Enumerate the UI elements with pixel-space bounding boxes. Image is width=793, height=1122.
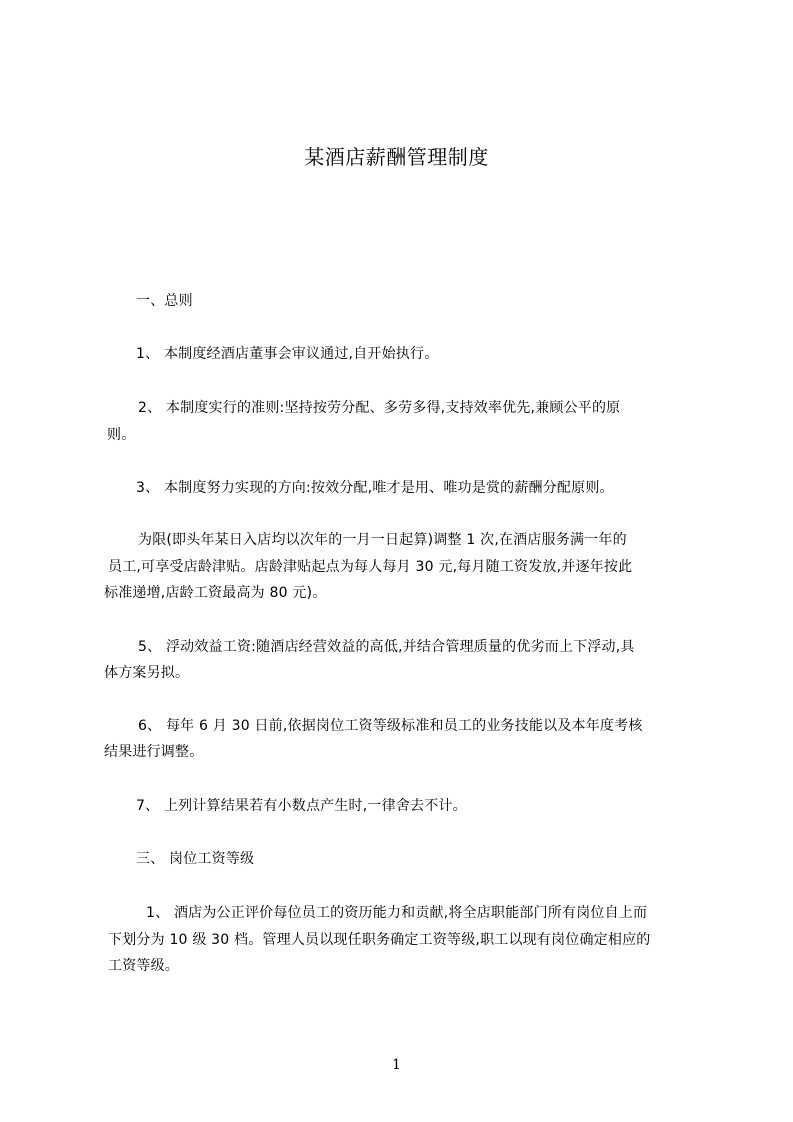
paragraph-1: 1、 本制度经酒店董事会审议通过,自开始执行。 bbox=[136, 346, 439, 362]
paragraph-7: 7、 上列计算结果若有小数点产生时,一律舍去不计。 bbox=[136, 798, 467, 814]
paragraph-3: 3、 本制度努力实现的方向:按效分配,唯才是用、唯功是赏的薪酬分配原则。 bbox=[136, 480, 614, 496]
section-heading-salary-grades: 三、 岗位工资等级 bbox=[136, 851, 255, 867]
paragraph-5-line-1: 5、 浮动效益工资:随酒店经营效益的高低,并结合管理质量的优劣而上下浮动,具 bbox=[138, 639, 635, 655]
paragraph-2-line-2: 则。 bbox=[107, 427, 136, 443]
section-heading-general: 一、总则 bbox=[136, 293, 193, 309]
paragraph-8-line-3: 工资等级。 bbox=[108, 958, 179, 974]
document-title: 某酒店薪酬管理制度 bbox=[304, 145, 489, 169]
paragraph-6-line-1: 6、 每年 6 月 30 日前,依据岗位工资等级标准和员工的业务技能以及本年度考核 bbox=[138, 718, 643, 734]
paragraph-4-line-3: 标准递增,店龄工资最高为 80 元)。 bbox=[104, 585, 327, 601]
paragraph-6-line-2: 结果进行调整。 bbox=[104, 744, 204, 760]
paragraph-8-line-2: 下划分为 10 级 30 档。管理人员以现任职务确定工资等级,职工以现有岗位确定相应的 bbox=[108, 932, 651, 948]
paragraph-4-line-1: 为限(即头年某日入店均以次年的一月一日起算)调整 1 次,在酒店服务满一年的 bbox=[138, 532, 627, 548]
paragraph-4-line-2: 员工,可享受店龄津贴。店龄津贴起点为每人每月 30 元,每月随工资发放,并逐年按此 bbox=[108, 559, 633, 575]
page-number: 1 bbox=[392, 1057, 401, 1073]
paragraph-8-line-1: 1、 酒店为公正评价每位员工的资历能力和贡献,将全店职能部门所有岗位自上而 bbox=[146, 905, 648, 921]
paragraph-5-line-2: 体方案另拟。 bbox=[104, 665, 190, 681]
paragraph-2-line-1: 2、 本制度实行的准则:坚持按劳分配、多劳多得,支持效率优先,兼顾公平的原 bbox=[138, 400, 621, 416]
